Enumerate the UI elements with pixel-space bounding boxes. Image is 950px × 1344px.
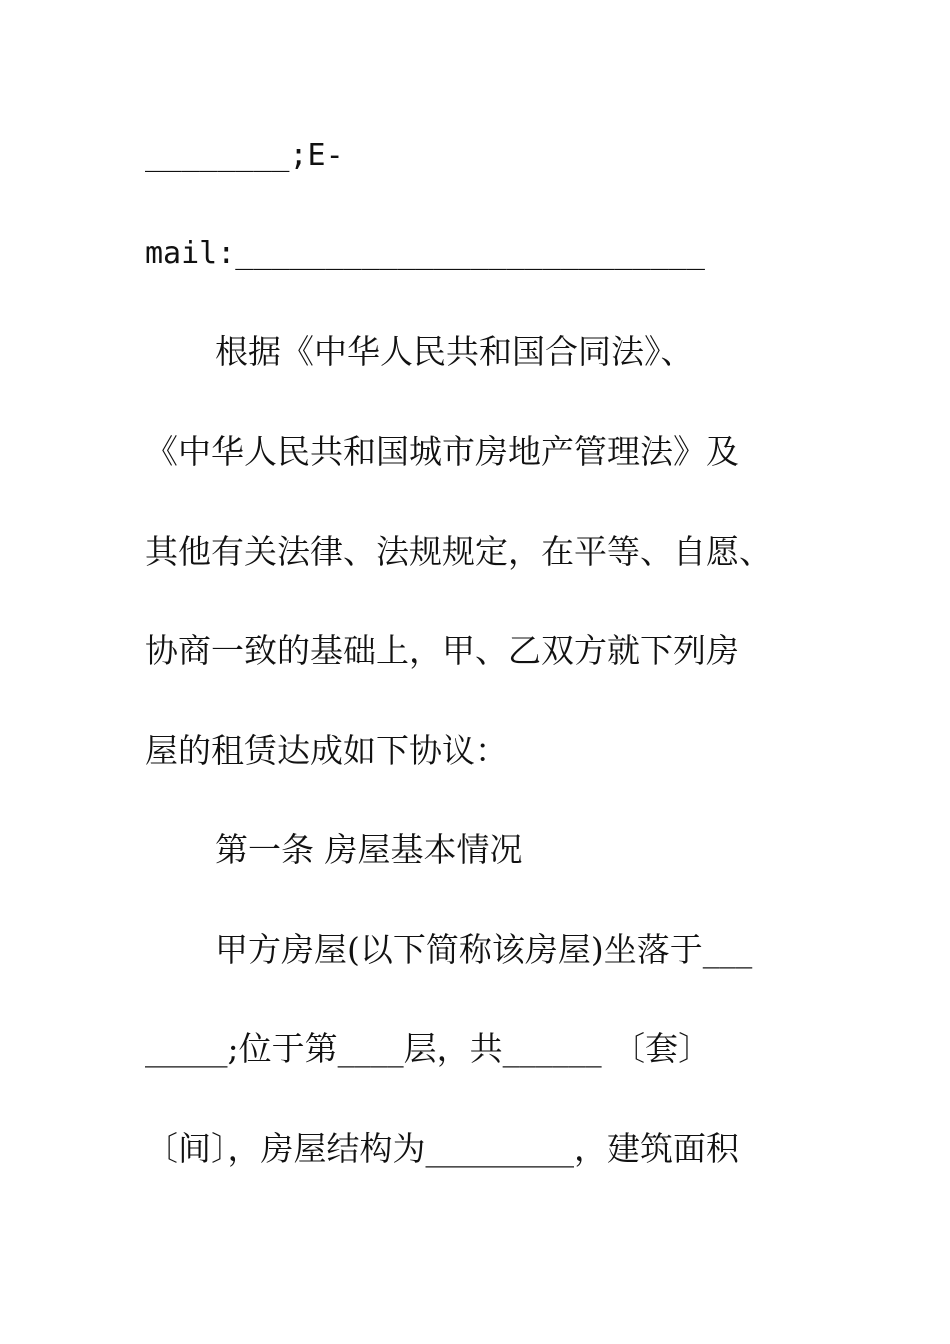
house-info-line-2: _____;位于第____层，共______ 〔套〕 bbox=[145, 1029, 712, 1068]
email-field-line: mail:__________________________ bbox=[145, 236, 705, 271]
paragraph-line-4: 协商一致的基础上，甲、乙双方就下列房 bbox=[145, 631, 739, 670]
email-label-line-start: ________;E- bbox=[145, 138, 344, 173]
article-heading: 第一条 房屋基本情况 bbox=[215, 830, 523, 869]
paragraph-line-5: 屋的租赁达成如下协议： bbox=[145, 731, 508, 770]
house-info-line-1: 甲方房屋(以下简称该房屋)坐落于___ bbox=[215, 930, 753, 969]
paragraph-line-2: 《中华人民共和国城市房地产管理法》及 bbox=[145, 432, 739, 471]
paragraph-line-3: 其他有关法律、法规规定，在平等、自愿、 bbox=[145, 532, 772, 571]
house-info-line-3: 〔间〕，房屋结构为_________，建筑面积 bbox=[145, 1129, 739, 1168]
paragraph-line-1: 根据《中华人民共和国合同法》、 bbox=[215, 332, 694, 371]
